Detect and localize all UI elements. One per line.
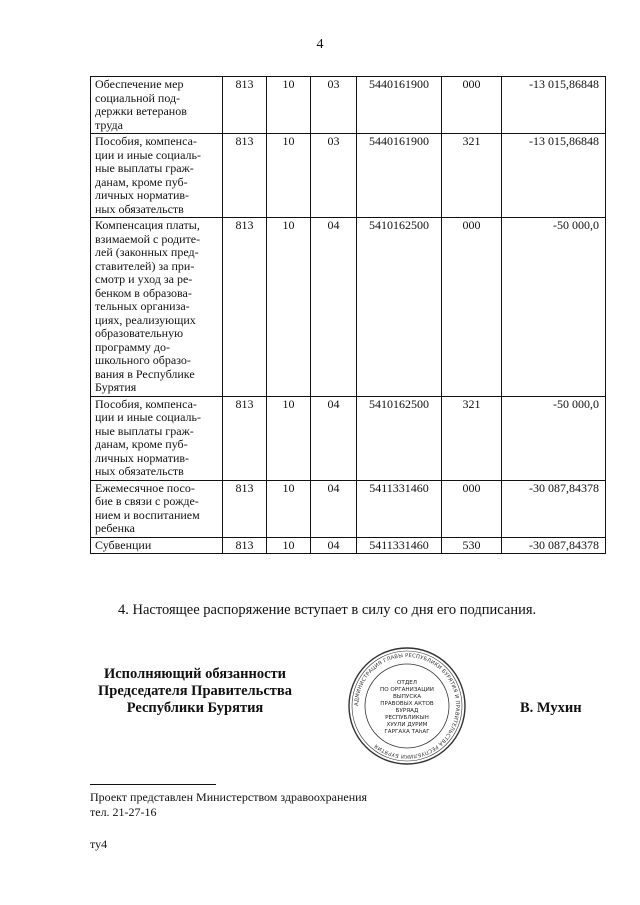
subsection-cell: 03 xyxy=(311,134,357,218)
admin-code-cell: 813 xyxy=(223,537,267,554)
target-article-cell: 5410162500 xyxy=(357,396,442,480)
expense-name-cell xyxy=(91,396,223,480)
amount-cell: -50 000,0 xyxy=(502,218,606,397)
expense-name-line: данам, кроме пуб- xyxy=(95,174,188,189)
expense-name-line: программу до- xyxy=(95,339,170,354)
admin-code-cell: 813 xyxy=(223,396,267,480)
expense-type-cell: 000 xyxy=(442,480,502,537)
expense-name-cell xyxy=(91,77,223,134)
expense-name-cell xyxy=(91,537,223,554)
expense-name-line: вания в Республике xyxy=(95,366,195,381)
table-row xyxy=(91,77,606,134)
expense-name-line: социальной под- xyxy=(95,90,181,105)
typist-mark: ту4 xyxy=(90,837,108,851)
expense-type-cell: 000 xyxy=(442,218,502,397)
expense-name-line: ребенка xyxy=(95,521,135,535)
target-article-cell: 5410162500 xyxy=(357,218,442,397)
amount-cell: -50 000,0 xyxy=(502,396,606,480)
expense-name-line: взимаемой с родите- xyxy=(95,231,201,246)
expense-name-line: ных обязательств xyxy=(95,201,184,216)
table-row xyxy=(91,134,606,218)
expense-name-line: нием и воспитанием xyxy=(95,507,200,522)
effective-clause: 4. Настоящее распоряжение вступает в силу со дня его подписания. xyxy=(118,602,537,618)
table-body xyxy=(91,77,606,554)
seal-center-line: РЕСПУБЛИКЫН xyxy=(385,715,429,721)
expense-name-line: Обеспечение мер xyxy=(95,77,184,91)
subsection-cell: 04 xyxy=(311,218,357,397)
target-article-cell: 5440161900 xyxy=(357,134,442,218)
admin-code-cell: 813 xyxy=(223,218,267,397)
expense-name-line: школьного образо- xyxy=(95,353,191,367)
expense-name-line: данам, кроме пуб- xyxy=(95,437,188,451)
expense-type-cell: 530 xyxy=(442,537,502,554)
section-cell: 10 xyxy=(267,218,311,397)
expense-name-line: лей (законных пред- xyxy=(95,245,199,259)
expense-type-cell: 321 xyxy=(442,134,502,218)
signer-position-line: Республики Бурятия xyxy=(126,700,264,716)
admin-code-cell: 813 xyxy=(223,134,267,218)
seal-center-line: ВЫПУСКА xyxy=(392,694,422,700)
section-cell: 10 xyxy=(267,77,311,134)
section-cell: 10 xyxy=(267,537,311,554)
target-article-cell: 5440161900 xyxy=(357,77,442,134)
signer-position xyxy=(90,666,300,717)
target-article-cell: 5411331460 xyxy=(357,480,442,537)
expense-name-line: ные выплаты граж- xyxy=(95,423,194,438)
expense-name-line: труда xyxy=(95,117,123,132)
expense-name-line: Пособия, компенса- xyxy=(95,134,197,148)
expense-name-line: циях, реализующих xyxy=(95,312,196,327)
expense-type-cell: 321 xyxy=(442,396,502,480)
amount-cell: -30 087,84378 xyxy=(502,537,606,554)
expense-name-cell xyxy=(91,480,223,537)
section-cell: 10 xyxy=(267,134,311,218)
expense-name-line: Пособия, компенса- xyxy=(95,396,197,411)
expense-name-line: личных норматив- xyxy=(95,450,190,465)
expense-name-line: тельных организа- xyxy=(95,299,190,313)
subsection-cell: 04 xyxy=(311,396,357,480)
expense-name-line: Компенсация платы, xyxy=(95,218,200,232)
table-row xyxy=(91,396,606,480)
footnote-divider xyxy=(90,784,216,785)
expense-name-line: ции и иные социаль- xyxy=(95,410,201,424)
page-number: 4 xyxy=(316,37,324,52)
expense-name-cell xyxy=(91,134,223,218)
expense-name-cell xyxy=(91,218,223,397)
official-seal xyxy=(347,646,467,766)
admin-code-cell: 813 xyxy=(223,77,267,134)
expense-name-line: ставителей) за при- xyxy=(95,258,195,273)
expense-name-line: бие в связи с рожде- xyxy=(95,494,199,508)
expense-name-line: держки ветеранов xyxy=(95,104,187,118)
amount-cell: -30 087,84378 xyxy=(502,480,606,537)
expense-name-line: бенком в образова- xyxy=(95,285,192,300)
amount-cell: -13 015,86848 xyxy=(502,77,606,134)
footnote xyxy=(90,790,367,820)
seal-center-line: БУРЯАД xyxy=(395,708,419,714)
seal-center-line: ПО ОРГАНИЗАЦИИ xyxy=(380,687,434,693)
expense-name-line: смотр и уход за ре- xyxy=(95,272,193,286)
budget-table xyxy=(90,76,606,554)
expense-name-line: образовательную xyxy=(95,326,184,340)
seal-center-line: ХУУЛИ ДУРИМ xyxy=(386,722,428,728)
seal-center-line: ПРАВОВЫХ АКТОВ xyxy=(380,701,434,707)
expense-name-line: ные выплаты граж- xyxy=(95,161,194,175)
footnote-prepared-by: Проект представлен Министерством здравоохранения xyxy=(90,790,368,804)
signer-position-line: Исполняющий обязанности xyxy=(103,666,287,682)
expense-type-cell: 000 xyxy=(442,77,502,134)
amount-cell: -13 015,86848 xyxy=(502,134,606,218)
seal-center-line: ГАРГАХА ТАһАГ xyxy=(384,729,430,735)
seal-ring-text: АДМИНИСТРАЦИЯ ГЛАВЫ РЕСПУБЛИКИ БУРЯТИЯ И ПРАВИТЕЛЬСТВА РЕСПУБЛИКИ БУРЯТИЯ xyxy=(353,652,461,760)
table-row xyxy=(91,480,606,537)
section-cell: 10 xyxy=(267,396,311,480)
subsection-cell: 04 xyxy=(311,480,357,537)
subsection-cell: 03 xyxy=(311,77,357,134)
section-cell: 10 xyxy=(267,480,311,537)
target-article-cell: 5411331460 xyxy=(357,537,442,554)
expense-name-line: Субвенции xyxy=(95,537,152,552)
subsection-cell: 04 xyxy=(311,537,357,554)
seal-center-line: ОТДЕЛ xyxy=(397,680,417,686)
signer-name: В. Мухин xyxy=(520,700,582,716)
expense-name-line: ных обязательств xyxy=(95,464,184,478)
expense-name-line: Бурятия xyxy=(95,380,137,394)
admin-code-cell: 813 xyxy=(223,480,267,537)
footnote-phone: тел. 21-27-16 xyxy=(90,805,157,819)
expense-name-line: ции и иные социаль- xyxy=(95,147,201,162)
table-row xyxy=(91,537,606,554)
expense-name-line: личных норматив- xyxy=(95,188,190,202)
table-row xyxy=(91,218,606,397)
signer-position-line: Председателя Правительства xyxy=(98,683,292,699)
expense-name-line: Ежемесячное посо- xyxy=(95,480,195,495)
